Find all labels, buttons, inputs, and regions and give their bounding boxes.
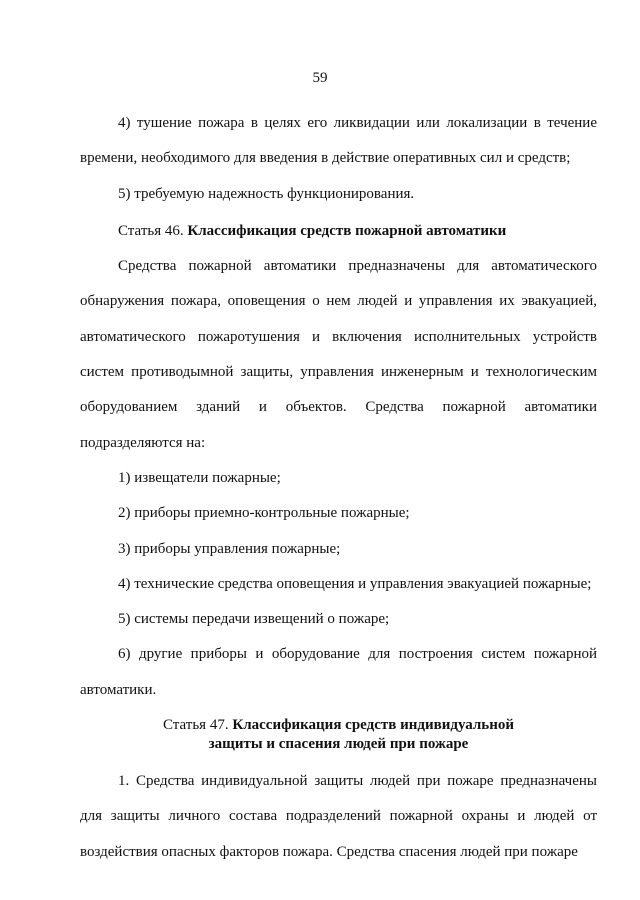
list-item: 3) приборы управления пожарные; — [118, 540, 341, 557]
list-item: 2) приборы приемно-контрольные пожарные; — [118, 505, 410, 522]
paragraph-item-4: 4) тушение пожара в целях его ликвидации или локализации в течение времени, необходимого для введения в действие оперативных сил и средств; — [80, 115, 597, 167]
list-item: 6) другие приборы и оборудование для построения систем пожарной автоматики. — [80, 646, 597, 698]
article-47-heading — [80, 708, 597, 764]
list-item: 4) технические средства оповещения и управления эвакуацией пожарные; — [118, 575, 592, 592]
article-46-intro: Средства пожарной автоматики предназначены для автоматического обнаружения пожара, оповещения о нем людей и управления их эвакуацией, автоматического пожаротушения и включения исполнительных устройств систем противодымной защиты, управления инженерным и технологическим оборудованием зданий и объектов. Средства пожарной автоматики подразделяются на: — [80, 258, 597, 451]
page-number: 59 — [312, 70, 328, 86]
article-47-title-line1: Классификация средств индивидуальной — [232, 717, 515, 734]
article-47-title-line2: защиты и спасения людей при пожаре — [208, 736, 469, 753]
article-47-number: Статья 47. — [162, 717, 229, 734]
article-46-heading — [80, 214, 597, 249]
document-body — [80, 106, 597, 870]
article-46-title: Классификация средств пожарной автоматики — [187, 222, 507, 239]
article-46-number: Статья 46. — [118, 222, 184, 239]
article-47-paragraph-1: 1. Средства индивидуальной защиты людей при пожаре предназначены для защиты личного состава подразделений пожарной охраны и людей от воздействия опасных факторов пожара. Средства спасения людей при пожаре — [80, 773, 597, 860]
list-item: 1) извещатели пожарные; — [118, 469, 281, 486]
list-item: 5) системы передачи извещений о пожаре; — [118, 611, 390, 628]
paragraph-item-5: 5) требуемую надежность функционирования. — [118, 185, 415, 202]
